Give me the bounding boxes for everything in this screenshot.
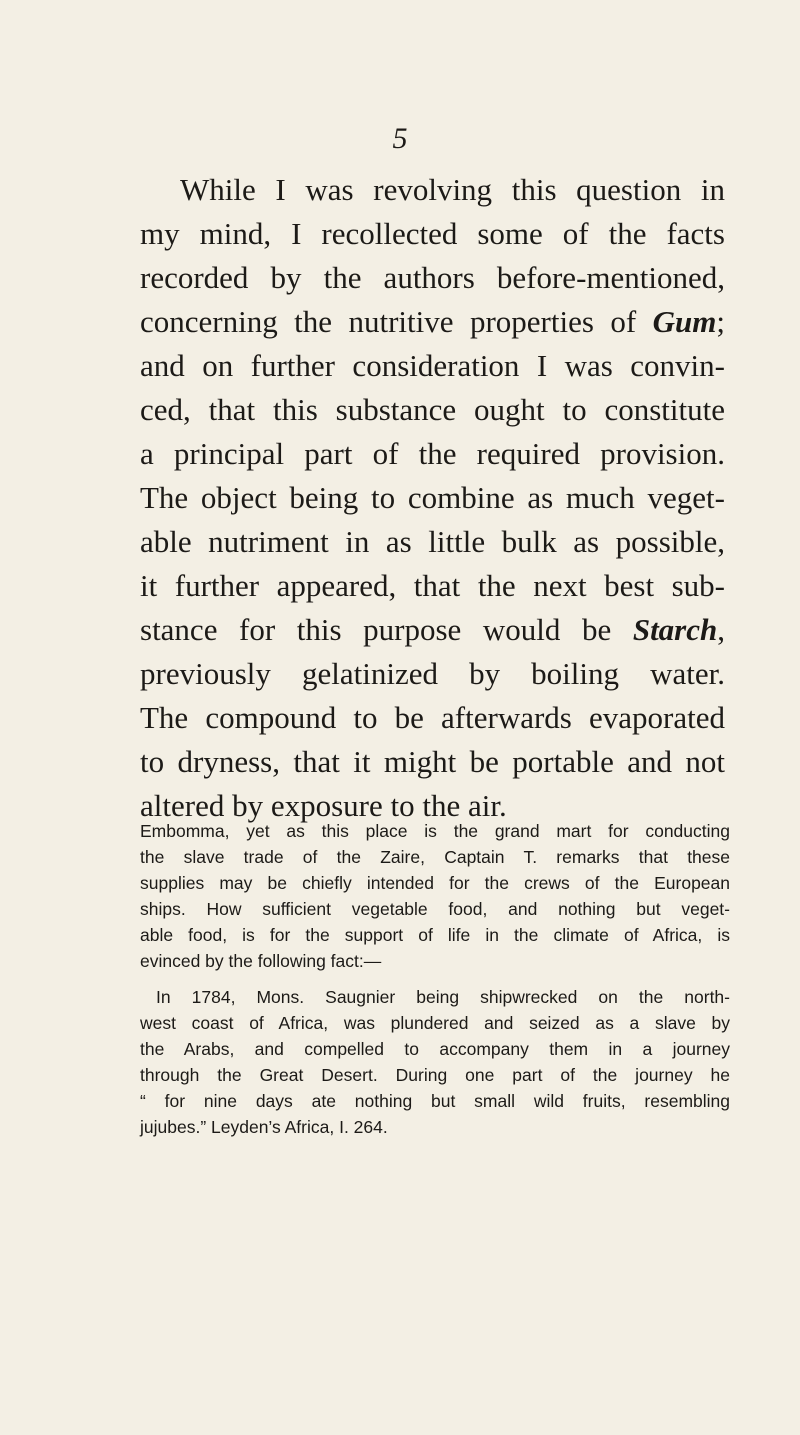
main-paragraph [140, 168, 725, 828]
footnote-line: supplies may be chiefly intended for the crews of the European [140, 873, 730, 893]
footnote-line: evinced by the following fact:— [140, 951, 382, 971]
footnote-line: the Arabs, and compelled to accompany them in a journey [140, 1039, 730, 1059]
body-line: The compound to be afterwards evaporated [140, 700, 725, 735]
body-line: able nutriment in as little bulk as possible, [140, 524, 725, 559]
body-line: previously gelatinized by boiling water. [140, 656, 725, 691]
footnote-line: through the Great Desert. During one part of the journey he [140, 1065, 730, 1085]
body-line: While I was revolving this question in [180, 172, 725, 207]
body-line: altered by exposure to the air. [140, 788, 507, 823]
body-line: a principal part of the required provision. [140, 436, 725, 471]
footnote-saugnier [140, 984, 730, 1140]
body-line: my mind, I recollected some of the facts [140, 216, 725, 251]
footnotes [140, 818, 730, 1150]
body-line: it further appeared, that the next best sub- [140, 568, 725, 603]
footnote-line: west coast of Africa, was plundered and seized as a slave by [140, 1013, 730, 1033]
body-line: recorded by the authors before-mentioned, [140, 260, 725, 295]
footnote-line: “ for nine days ate nothing but small wild fruits, resembling [140, 1091, 730, 1111]
footnote-line: able food, is for the support of life in the climate of Africa, is [140, 925, 730, 945]
body-line: The object being to combine as much veget- [140, 480, 725, 515]
footnote-line: jujubes.” Leyden’s Africa, I. 264. [140, 1117, 388, 1137]
body-line: ced, that this substance ought to constitute [140, 392, 725, 427]
body-line: concerning the nutritive properties of Gum; [140, 304, 725, 339]
emphasis-word: Gum [652, 304, 717, 339]
body-line: stance for this purpose would be Starch, [140, 612, 725, 647]
footnote-line: the slave trade of the Zaire, Captain T. remarks that these [140, 847, 730, 867]
footnote-line: Embomma, yet as this place is the grand mart for conducting [140, 821, 730, 841]
footnote-line: ships. How sufficient vegetable food, and nothing but veget- [140, 899, 730, 919]
page-number: 5 [392, 122, 408, 155]
emphasis-word: Starch [632, 612, 718, 647]
body-line: to dryness, that it might be portable and not [140, 744, 725, 779]
body-line: and on further consideration I was convin- [140, 348, 725, 383]
footnote-embomma [140, 818, 730, 974]
footnote-line: In 1784, Mons. Saugnier being shipwrecked on the north- [156, 987, 730, 1007]
